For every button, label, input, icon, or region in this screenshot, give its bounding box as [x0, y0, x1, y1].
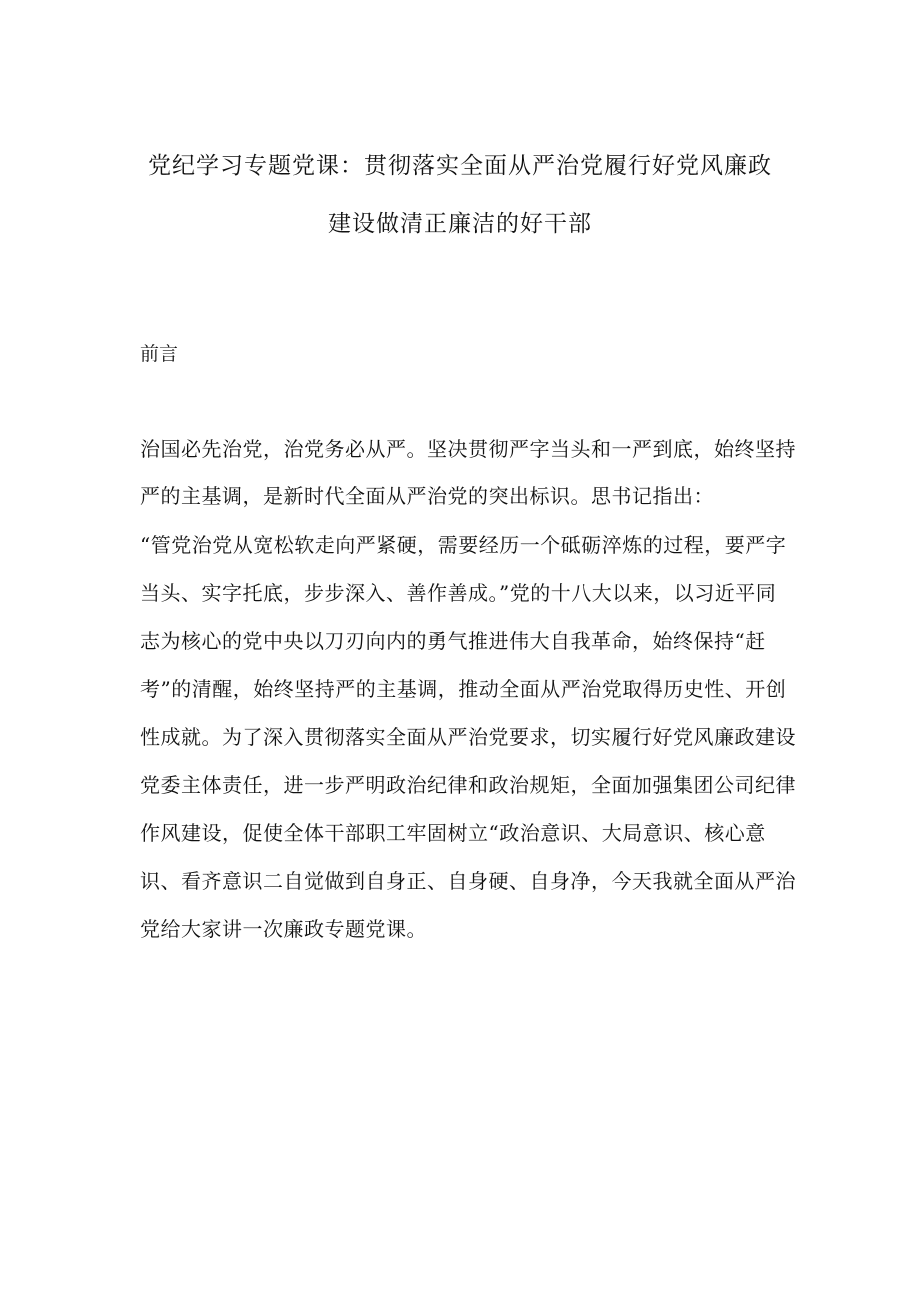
paragraph-line: 严的主基调，是新时代全面从严治党的突出标识。思书记指出：	[140, 484, 714, 508]
paragraph-line: 考”的清醒，始终坚持严的主基调，推动全面从严治党取得历史性、开创	[140, 677, 787, 701]
paragraph-line: 党给大家讲一次廉政专题党课。	[140, 917, 427, 941]
paragraph-line: 性成就。为了深入贯彻落实全面从严治党要求，切实履行好党风廉政建设	[140, 725, 796, 749]
paragraph-line: 党委主体责任，进一步严明政治纪律和政治规矩，全面加强集团公司纪律	[140, 773, 796, 797]
paragraph-line: 治国必先治党，治党务必从严。坚决贯彻严字当头和一严到底，始终坚持	[140, 437, 796, 461]
paragraph-line: “管党治党从宽松软走向严紧硬，需要经历一个砥砺淬炼的过程，要严字	[140, 533, 787, 557]
paragraph-line: 作风建设，促使全体干部职工牢固树立“政治意识、大局意识、核心意	[140, 821, 766, 845]
paragraph-line: 当头、实字托底，步步深入、善作善成。”党的十八大以来，以习近平同	[140, 581, 777, 605]
paragraph-line: 识、看齐意识二自觉做到自身正、自身硬、自身净，今天我就全面从严治	[140, 869, 796, 893]
paragraph-line: 志为核心的党中央以刀刃向内的勇气推进伟大自我革命，始终保持“赶	[140, 629, 766, 653]
document-title-line-1: 党纪学习专题党课：贯彻落实全面从严治党履行好党风廉政	[148, 153, 772, 179]
document-title-line-2: 建设做清正廉洁的好干部	[328, 211, 592, 237]
section-heading-preface: 前言	[140, 343, 179, 365]
